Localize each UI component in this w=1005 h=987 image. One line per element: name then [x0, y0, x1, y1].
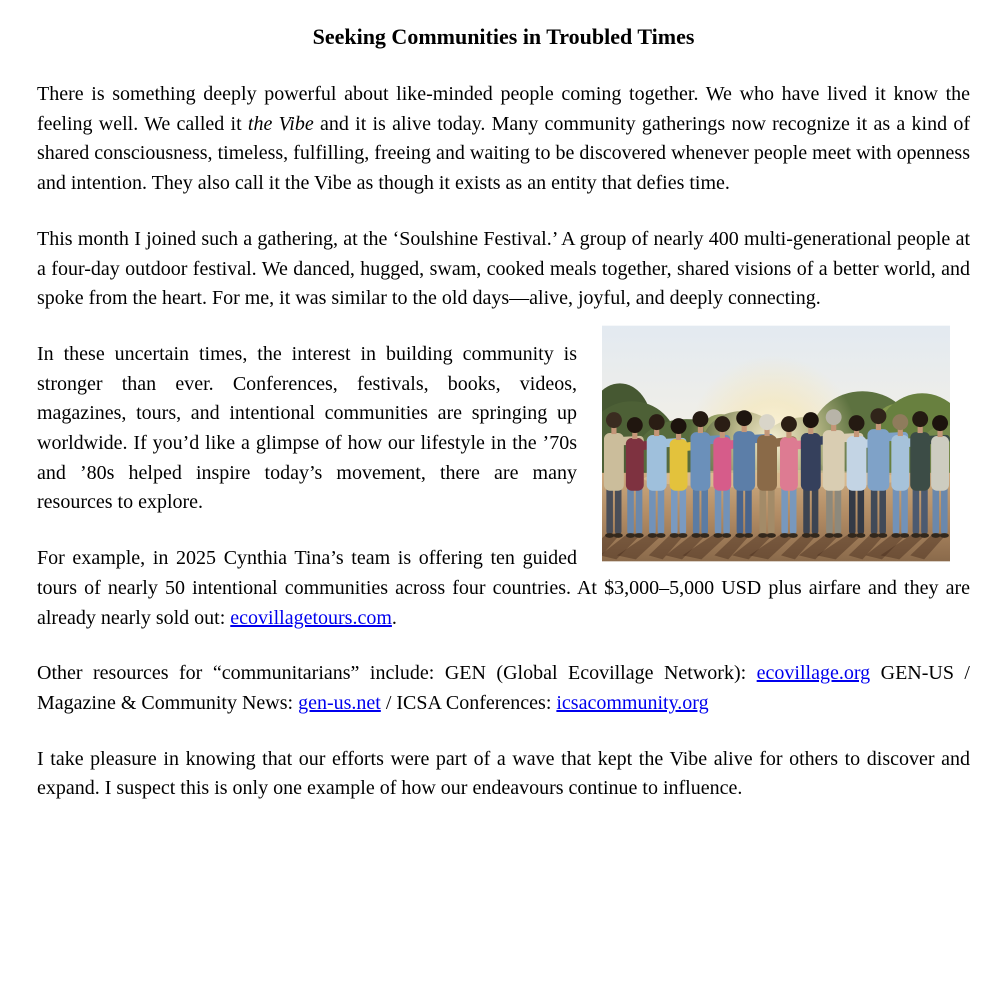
- community-photo-graphic: [602, 325, 950, 562]
- paragraph-4: For example, in 2025 Cynthia Tina’s team is offering ten guided tours of nearly 50 intentional communities across four countries. At $3,000–5,000 USD plus airfare and they are already nearly sold out: ecovillagetours.com.: [37, 547, 970, 629]
- link-ecovillage-org[interactable]: ecovillage.org: [756, 662, 871, 685]
- community-photo: [602, 325, 950, 562]
- link-gen-us[interactable]: gen-us.net: [298, 691, 381, 714]
- emphasis-text: the Vibe: [247, 112, 314, 135]
- paragraph-6: I take pleasure in knowing that our efforts were part of a wave that kept the Vibe alive for others to discover and expand. I suspect this is only one example of how our endeavours continue to influence.: [37, 747, 970, 800]
- link-ecovillagetours[interactable]: ecovillagetours.com: [230, 606, 392, 629]
- paragraph-5: Other resources for “communitarians” include: GEN (Global Ecovillage Network): ecovillage.org GEN-US / Magazine & Community News: gen-us.net / ICSA Conferences: icsacommunity.org: [37, 662, 970, 714]
- paragraph-2: This month I joined such a gathering, at the ‘Soulshine Festival.’ A group of nearly 400 multi-generational people at a four-day outdoor festival. We danced, hugged, swam, cooked meals together, shared visions of a better world, and spoke from the heart. For me, it was similar to the old days—alive, joyful, and deeply connecting.: [37, 225, 970, 314]
- paragraph-1: There is something deeply powerful about like-minded people coming together. We who have lived it know the feeling well. We called it the Vibe and it is alive today. Many community gatherings now recognize it as a kind of shared consciousness, timeless, fulfilling, freeing and waiting to be discovered whenever people meet with openness and intention. They also call it the Vibe as though it exists as an entity that defies time.: [37, 83, 970, 195]
- link-icsacommunity[interactable]: icsacommunity.org: [556, 691, 709, 714]
- document-title: Seeking Communities in Troubled Times: [312, 24, 695, 49]
- paragraph-3: In these uncertain times, the interest in building community is stronger than ever. Conferences, festivals, books, videos, magazines, tours, and intentional communities are springing up worldwide. If you’d like a glimpse of how our lifestyle in the ’70s and ’80s helped inspire today’s movement, there are many resources to explore.: [37, 342, 577, 514]
